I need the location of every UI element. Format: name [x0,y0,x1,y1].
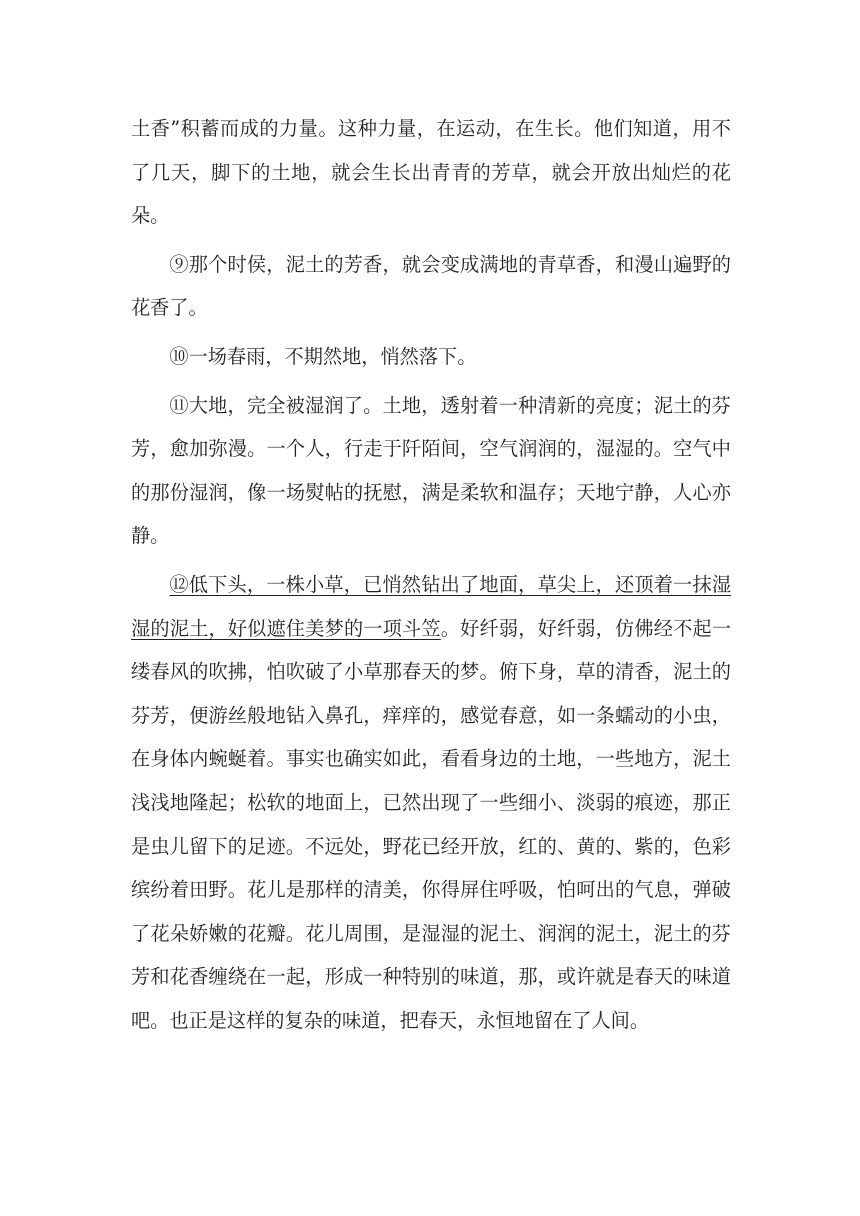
paragraph-12-rest: 。好纤弱，好纤弱，仿佛经不起一缕春风的吹拂，怕吹破了小草那春天的梦。俯下身，草的清香，泥土的芬芳，便游丝般地钻入鼻孔，痒痒的，感觉春意，如一条蠕动的小虫，在身体内蜿蜒着。事实也确实如此，看看身边的土地，一些地方，泥土浅浅地隆起；松软的地面上，已然出现了一些细小、淡弱的痕迹，那正是虫儿留下的足迹。不远处，野花已经开放，红的、黄的、紫的，色彩缤纷着田野。花儿是那样的清美，你得屏住呼吸，怕呵出的气息，弹破了花朵娇嫩的花瓣。花儿周围，是湿湿的泥土、润润的泥土，泥土的芬芳和花香缠绕在一起，形成一种特别的味道，那，或许就是春天的味道吧。也正是这样的复杂的味道，把春天，永恒地留在了人间。 [131,616,732,1032]
article-body [131,107,731,1042]
paragraph-10: ⑩一场春雨，不期然地，悄然落下。 [169,344,477,368]
paragraph-12 [131,563,731,1043]
paragraph-11: ⑪大地，完全被湿润了。土地，透射着一种清新的亮度；泥土的芬芳，愈加弥漫。一个人，行走于阡陌间，空气润润的，湿湿的。空气中的那份湿润，像一场熨帖的抚慰，满是柔软和温存；天地宁静，人心亦静。 [131,393,731,548]
paragraph-8-continuation: 土香”积蓄而成的力量。这种力量，在运动，在生长。他们知道，用不了几天，脚下的土地，就会生长出青青的芳草，就会开放出灿烂的花朵。 [131,117,731,228]
paragraph-9: ⑨那个时侯，泥土的芳香，就会变成满地的青草香，和漫山遍野的花香了。 [131,252,731,320]
paragraph-12-underlined-sentence: 低下头，一株小草，已悄然钻出了地面，草尖上，还顶着一抹湿湿的泥土，好似遮住美梦的一项斗笠 [131,572,732,640]
paragraph-12-number: ⑫ [169,572,189,596]
